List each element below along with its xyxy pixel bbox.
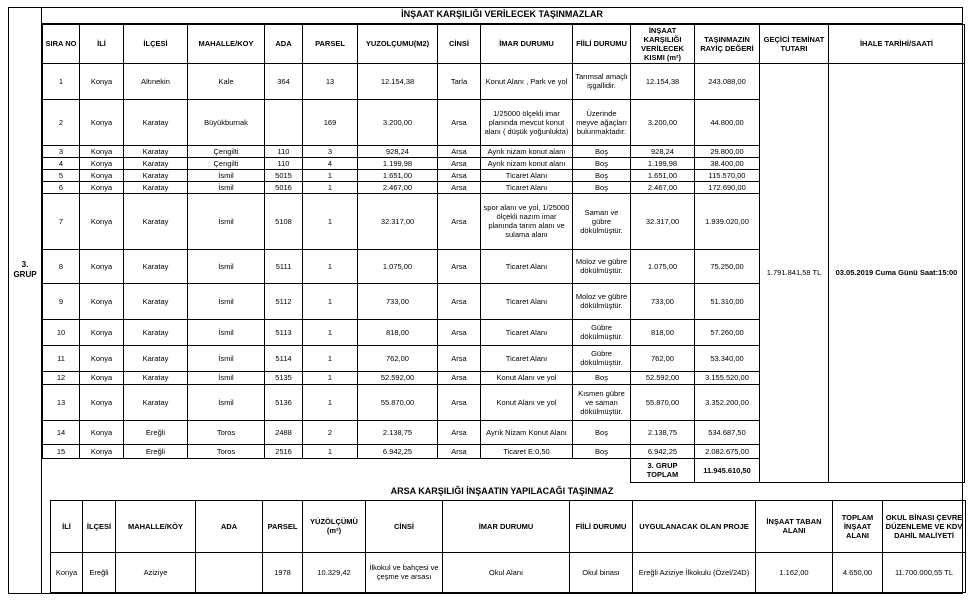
table-cell: 5114 — [265, 345, 303, 371]
column-header: SIRA NO — [43, 24, 80, 63]
table-cell: 5113 — [265, 319, 303, 345]
toplam-spacer — [43, 458, 631, 482]
table-cell: Arsa — [438, 444, 481, 458]
table-cell: 10 — [43, 319, 80, 345]
table-cell: Ticaret Alanı — [481, 169, 573, 181]
table-cell: 13 — [43, 384, 80, 420]
table-cell: Çengilti — [188, 145, 265, 157]
table-cell: Konya — [80, 283, 124, 319]
header-row — [51, 500, 966, 552]
table-cell: 4 — [43, 157, 80, 169]
toplam-label: 3. GRUP TOPLAM — [631, 458, 695, 482]
table-cell: Ereğli — [124, 420, 188, 444]
table-cell: Konya — [80, 99, 124, 145]
column-header: FİİLİ DURUMU — [570, 500, 633, 552]
table-cell: 2516 — [265, 444, 303, 458]
table-cell: 5108 — [265, 193, 303, 249]
table-cell: 14 — [43, 420, 80, 444]
document-sheet — [8, 7, 963, 594]
table2-title: ARSA KARŞILIĞI İNŞAATIN YAPILACAĞI TAŞINMAZ — [390, 485, 614, 496]
table-cell: Üzerinde meyve ağaçları bulunmaktadır. — [573, 99, 631, 145]
column-header: CİNSİ — [366, 500, 443, 552]
table2-body — [51, 552, 966, 592]
table-cell: Arsa — [438, 145, 481, 157]
column-header: PARSEL — [303, 24, 358, 63]
table-cell: 169 — [303, 99, 358, 145]
table-cell: Saman ve gübre dökülmüştür. — [573, 193, 631, 249]
table-cell: İsmil — [188, 249, 265, 283]
table-cell: 12.154,38 — [631, 63, 695, 99]
column-header: İHALE TARİHİ/SAATİ — [829, 24, 965, 63]
table-cell: 38.400,00 — [695, 157, 760, 169]
table-cell: Konya — [80, 249, 124, 283]
table-cell: 1 — [303, 345, 358, 371]
table-cell: Konya — [80, 169, 124, 181]
table-cell: Karatay — [124, 283, 188, 319]
table-cell: Ayrık nizam konut alanı — [481, 145, 573, 157]
table-cell: 55.870,00 — [631, 384, 695, 420]
table-cell: İsmil — [188, 283, 265, 319]
table-cell: 32.317,00 — [358, 193, 438, 249]
table-cell: İsmil — [188, 169, 265, 181]
table-cell: İsmil — [188, 193, 265, 249]
construction-target-table — [50, 500, 966, 593]
table-cell — [196, 552, 263, 592]
column-header: İNŞAAT TABAN ALANI — [756, 500, 833, 552]
table-cell: 1.939.020,00 — [695, 193, 760, 249]
table-cell: 928,24 — [358, 145, 438, 157]
table-cell: Çengilti — [188, 157, 265, 169]
table-cell: Toros — [188, 420, 265, 444]
table-cell: İsmil — [188, 371, 265, 384]
table-cell: İsmil — [188, 345, 265, 371]
column-header: İNŞAAT KARŞILIĞI VERİLECEK KISMI (m²) — [631, 24, 695, 63]
table-cell: 2 — [43, 99, 80, 145]
table-cell: 29.800,00 — [695, 145, 760, 157]
table-cell: 32.317,00 — [631, 193, 695, 249]
table-cell: Konut Alanı , Park ve yol — [481, 63, 573, 99]
table-cell: Tarımsal amaçlı işgallidir. — [573, 63, 631, 99]
table-cell: 733,00 — [631, 283, 695, 319]
table-cell: 1 — [303, 384, 358, 420]
properties-given-table — [42, 24, 965, 483]
table-cell: 3.200,00 — [631, 99, 695, 145]
table-cell: 3 — [303, 145, 358, 157]
table-cell: 2.467,00 — [358, 181, 438, 193]
table-cell: Arsa — [438, 283, 481, 319]
table-cell: 1 — [303, 283, 358, 319]
table-cell: Arsa — [438, 371, 481, 384]
table-cell: Ticaret Alanı — [481, 249, 573, 283]
table-cell: 2.138,75 — [631, 420, 695, 444]
table-cell: Okul binası — [570, 552, 633, 592]
group-label: 3. GRUP — [13, 260, 37, 280]
table-cell: Konya — [80, 345, 124, 371]
table-cell: 1 — [303, 371, 358, 384]
table-cell: spor alanı ve yol, 1/25000 ölçekli nazım imar planında tarım alanı ve sulama alanı — [481, 193, 573, 249]
table-cell: Ereğli — [83, 552, 116, 592]
table-cell: 110 — [265, 157, 303, 169]
table-cell: 5016 — [265, 181, 303, 193]
table-cell: 8 — [43, 249, 80, 283]
table-cell: 1.651,00 — [631, 169, 695, 181]
table-cell: 6.942,25 — [631, 444, 695, 458]
table-cell: Karatay — [124, 371, 188, 384]
teminat-cell: 1.791.841,58 TL — [760, 63, 829, 482]
table-cell: 115.570,00 — [695, 169, 760, 181]
table-cell: 1 — [303, 181, 358, 193]
table-cell: 15 — [43, 444, 80, 458]
table-cell: 1 — [303, 169, 358, 181]
table-cell: Moloz ve gübre dökülmüştür. — [573, 249, 631, 283]
table-cell: Karatay — [124, 319, 188, 345]
table-cell: Konya — [80, 319, 124, 345]
column-header: ADA — [196, 500, 263, 552]
table-cell: Arsa — [438, 169, 481, 181]
table-cell: Tarla — [438, 63, 481, 99]
table-row — [43, 63, 965, 99]
table-cell: Konya — [80, 444, 124, 458]
table-cell: 1.162,00 — [756, 552, 833, 592]
table-cell: 1978 — [263, 552, 303, 592]
table-cell: Karatay — [124, 345, 188, 371]
table-cell: 2.467,00 — [631, 181, 695, 193]
table-cell: Konya — [80, 181, 124, 193]
table-cell: Moloz ve gübre dökülmüştür. — [573, 283, 631, 319]
table-cell: 534.687,50 — [695, 420, 760, 444]
table-cell: Konya — [80, 157, 124, 169]
table-cell: 2.138,75 — [358, 420, 438, 444]
table-cell: 51.310,00 — [695, 283, 760, 319]
table1-body — [43, 63, 965, 482]
table-cell: Konya — [80, 384, 124, 420]
table-cell: Konya — [80, 63, 124, 99]
table-cell: Gübre dökülmüştür. — [573, 345, 631, 371]
table-cell: İsmil — [188, 181, 265, 193]
table-cell: Karatay — [124, 181, 188, 193]
table-cell: 4 — [303, 157, 358, 169]
table-cell: Arsa — [438, 345, 481, 371]
table-cell: 52.592,00 — [631, 371, 695, 384]
table-cell: Gübre dökülmüştür. — [573, 319, 631, 345]
column-header: PARSEL — [263, 500, 303, 552]
table-cell: 762,00 — [358, 345, 438, 371]
table-cell: Arsa — [438, 319, 481, 345]
table-cell: Kısmen gübre ve saman dökülmüştür. — [573, 384, 631, 420]
table-cell: Ticaret Alanı — [481, 345, 573, 371]
table-cell: 1 — [303, 444, 358, 458]
table-cell: İsmil — [188, 319, 265, 345]
table-cell: Ticaret Alanı — [481, 283, 573, 319]
column-header: TOPLAM İNŞAAT ALANI — [833, 500, 883, 552]
table-cell: Konut Alanı ve yol — [481, 384, 573, 420]
table-cell: Arsa — [438, 157, 481, 169]
table-cell: Ticaret Alanı — [481, 319, 573, 345]
column-header: MAHALLE/KÖY — [116, 500, 196, 552]
table-cell: 4.650,00 — [833, 552, 883, 592]
table-cell: 1/25000 ölçekli imar planında mevcut konut alanı ( düşük yoğunlukta) — [481, 99, 573, 145]
toplam-value: 11.945.610,50 — [695, 458, 760, 482]
table-cell: Okul Alanı — [443, 552, 570, 592]
column-header: İLİ — [80, 24, 124, 63]
table-cell: Arsa — [438, 193, 481, 249]
ihale-cell: 03.05.2019 Cuma Günü Saat:15:00 — [829, 63, 965, 482]
table1-header — [43, 24, 965, 63]
table-cell: 7 — [43, 193, 80, 249]
column-header: OKUL BİNASI ÇEVRE DÜZENLEME VE KDV DAHİL MALİYETİ — [883, 500, 966, 552]
table-cell: 5111 — [265, 249, 303, 283]
table-cell: 44.800,00 — [695, 99, 760, 145]
table-cell: Arsa — [438, 420, 481, 444]
table-cell: Konya — [80, 371, 124, 384]
table-cell: 5135 — [265, 371, 303, 384]
table-cell: 5112 — [265, 283, 303, 319]
table-cell: 1 — [303, 249, 358, 283]
table-cell: 75.250,00 — [695, 249, 760, 283]
table-cell: 9 — [43, 283, 80, 319]
table-cell: Altınekin — [124, 63, 188, 99]
table-cell: 1 — [43, 63, 80, 99]
table-cell — [265, 99, 303, 145]
table-cell: Aziziye — [116, 552, 196, 592]
table-row — [51, 552, 966, 592]
table-cell: Ayrık nizam konut alanı — [481, 157, 573, 169]
header-row — [43, 24, 965, 63]
table-cell: Ticaret Alanı — [481, 181, 573, 193]
table-cell: Konya — [80, 420, 124, 444]
table-cell: 818,00 — [358, 319, 438, 345]
column-header: TAŞINMAZIN RAYİÇ DEĞERİ — [695, 24, 760, 63]
table-cell: 12 — [43, 371, 80, 384]
table-cell: Arsa — [438, 181, 481, 193]
table-cell: Ereğli — [124, 444, 188, 458]
table-cell: Konut Alanı ve yol — [481, 371, 573, 384]
table-cell: 172.690,00 — [695, 181, 760, 193]
table-cell: Boş — [573, 444, 631, 458]
table-cell: 1.075,00 — [631, 249, 695, 283]
table-cell: 2 — [303, 420, 358, 444]
table-cell: Boş — [573, 371, 631, 384]
column-header: MAHALLE/KOY — [188, 24, 265, 63]
table-cell: Ticaret E:0,50 — [481, 444, 573, 458]
table-cell: Ayrık Nizam Konut Alanı — [481, 420, 573, 444]
table-cell: 6.942,25 — [358, 444, 438, 458]
table-cell: Karatay — [124, 99, 188, 145]
table-cell: 818,00 — [631, 319, 695, 345]
table-cell: Konya — [51, 552, 83, 592]
table-cell: 3 — [43, 145, 80, 157]
table-cell: Arsa — [438, 99, 481, 145]
table-cell: 733,00 — [358, 283, 438, 319]
table-cell: 3.155.520,00 — [695, 371, 760, 384]
table-cell: İsmil — [188, 384, 265, 420]
table-cell: Karatay — [124, 169, 188, 181]
table-cell: 6 — [43, 181, 80, 193]
table-cell: 52.592,00 — [358, 371, 438, 384]
column-header: İLÇESİ — [83, 500, 116, 552]
column-header: ADA — [265, 24, 303, 63]
group-rail — [9, 8, 42, 593]
column-header: UYGULANACAK OLAN PROJE — [633, 500, 756, 552]
table-cell: Boş — [573, 157, 631, 169]
column-header: İLÇESİ — [124, 24, 188, 63]
table-cell: 762,00 — [631, 345, 695, 371]
table-cell: 12.154,38 — [358, 63, 438, 99]
column-header: YUZOLÇUMU(M2) — [358, 24, 438, 63]
column-header: YÜZÖLÇÜMÜ (m²) — [303, 500, 366, 552]
table-cell: 11.700.000,55 TL — [883, 552, 966, 592]
table-cell: 5 — [43, 169, 80, 181]
table-cell: 1 — [303, 193, 358, 249]
table2-header — [51, 500, 966, 552]
column-header: İMAR DURUMU — [481, 24, 573, 63]
table-cell: Toros — [188, 444, 265, 458]
column-header: İMAR DURUMU — [443, 500, 570, 552]
table-cell: 5015 — [265, 169, 303, 181]
table-cell: 1.075,00 — [358, 249, 438, 283]
table-cell: Ereğli Aziziye İlkokulu (Özel/24D) — [633, 552, 756, 592]
table-cell: Büyükburnak — [188, 99, 265, 145]
table-cell: 13 — [303, 63, 358, 99]
document-content — [42, 8, 962, 593]
table-cell: 243.088,00 — [695, 63, 760, 99]
table-cell: Karatay — [124, 193, 188, 249]
table-cell: 1.651,00 — [358, 169, 438, 181]
table-cell: 53.340,00 — [695, 345, 760, 371]
column-header: CİNSİ — [438, 24, 481, 63]
table-cell: 10.329,42 — [303, 552, 366, 592]
table-cell: 3.200,00 — [358, 99, 438, 145]
column-header: GEÇİCİ TEMİNAT TUTARI — [760, 24, 829, 63]
table-cell: 1 — [303, 319, 358, 345]
table-cell: 1.199,98 — [358, 157, 438, 169]
table-cell: Boş — [573, 169, 631, 181]
column-header: İLİ — [51, 500, 83, 552]
table-cell: Konya — [80, 145, 124, 157]
table-cell: Boş — [573, 181, 631, 193]
table-cell: Arsa — [438, 249, 481, 283]
table-cell: 928,24 — [631, 145, 695, 157]
table-cell: 2488 — [265, 420, 303, 444]
table-cell: Karatay — [124, 249, 188, 283]
table-cell: 57.260,00 — [695, 319, 760, 345]
table-cell: Arsa — [438, 384, 481, 420]
column-header: FİİLİ DURUMU — [573, 24, 631, 63]
table-cell: 1.199,98 — [631, 157, 695, 169]
table-cell: Kale — [188, 63, 265, 99]
table1-title: İNŞAAT KARŞILIĞI VERİLECEK TAŞINMAZLAR — [42, 8, 962, 24]
table-cell: Konya — [80, 193, 124, 249]
table-cell: İlkokul ve bahçesi ve çeşme ve arsası — [366, 552, 443, 592]
table-cell: Karatay — [124, 384, 188, 420]
table-cell: 110 — [265, 145, 303, 157]
table-cell: Boş — [573, 145, 631, 157]
table-cell: Boş — [573, 420, 631, 444]
table-cell: 3.352.200,00 — [695, 384, 760, 420]
table-cell: 2.082.675,00 — [695, 444, 760, 458]
table-cell: Karatay — [124, 157, 188, 169]
table-cell: Karatay — [124, 145, 188, 157]
table-cell: 5136 — [265, 384, 303, 420]
table-cell: 11 — [43, 345, 80, 371]
table-cell: 364 — [265, 63, 303, 99]
table-cell: 55.870,00 — [358, 384, 438, 420]
